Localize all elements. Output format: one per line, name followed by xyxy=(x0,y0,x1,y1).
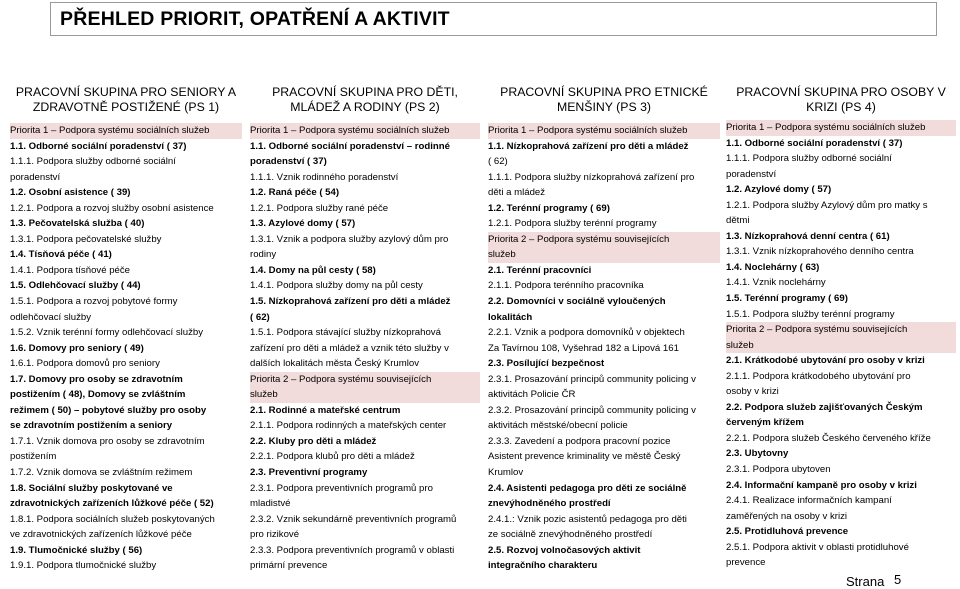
column-header-line: PRACOVNÍ SKUPINA PRO DĚTI, xyxy=(272,85,458,99)
activity-line: 1.2.1. Podpora a rozvoj služby osobní asistence xyxy=(10,202,214,214)
measure-line: se zdravotním postižením a seniory xyxy=(10,420,173,432)
column-body xyxy=(726,120,956,571)
measure-line: 1.5. Terénní programy ( 69) xyxy=(726,293,848,305)
activity-line: 1.5.2. Vznik terénní formy odlehčovací služby xyxy=(10,327,204,339)
priority-heading-line: služeb xyxy=(726,338,956,354)
column-ps1 xyxy=(10,80,242,572)
priority-heading-line: Priorita 2 – Podpora systému souvisejících xyxy=(726,322,956,338)
footer-page-label: Strana xyxy=(846,574,885,589)
column-header xyxy=(726,85,956,123)
measure-line: 2.3. Preventivní programy xyxy=(250,467,368,479)
measure-line: 1.2. Terénní programy ( 69) xyxy=(488,202,610,214)
measure-line: integračního charakteru xyxy=(488,560,598,572)
measure-line: 2.2. Podpora služeb zajišťovaných Českým xyxy=(726,401,923,413)
measure-line: 2.3. Ubytovny xyxy=(726,448,789,460)
measure-line: režimem ( 50) – pobytové služby pro osoby xyxy=(10,404,207,416)
measure-line: 2.4. Informační kampaně pro osoby v krizi xyxy=(726,479,917,491)
measure-line: 1.2. Osobní asistence ( 39) xyxy=(10,187,131,199)
activity-line: 2.2.1. Podpora klubů pro děti a mládež xyxy=(250,451,415,463)
activity-line: primární prevence xyxy=(250,560,328,572)
activity-line: 1.5.1. Podpora služby terénní programy xyxy=(726,308,895,320)
activity-line: 1.4.1. Podpora služby domy na půl cesty xyxy=(250,280,423,292)
measure-line: 1.2. Azylové domy ( 57) xyxy=(726,184,832,196)
activity-line: ( 62) xyxy=(488,156,508,168)
column-header-line: ZDRAVOTNĚ POSTIŽENÉ (PS 1) xyxy=(32,100,220,114)
measure-line: 1.3. Pečovatelská služba ( 40) xyxy=(10,218,145,230)
measure-line: 2.2. Kluby pro děti a mládež xyxy=(250,435,377,447)
activity-line: osoby v krizi xyxy=(726,386,779,398)
activity-line: 1.3.1. Podpora pečovatelské služby xyxy=(10,233,162,245)
activity-line: 2.4.1. Realizace informačních kampaní xyxy=(726,495,892,507)
column-ps2 xyxy=(250,80,480,572)
measure-line: 1.8. Sociální služby poskytované ve xyxy=(10,482,173,494)
activity-line: mladistvé xyxy=(250,498,291,510)
activity-line: Asistent prevence kriminality ve městě Český xyxy=(488,451,681,463)
activity-line: aktivitách Policie ČR xyxy=(488,389,576,401)
measure-line: zdravotnických zařízeních lůžkové péče ( 52) xyxy=(10,498,214,510)
activity-line: děti a mládež xyxy=(488,187,546,199)
measure-line: 2.5. Rozvoj volnočasových aktivit xyxy=(488,544,641,556)
activity-line: 1.5.1. Podpora stávající služby nízkoprahová xyxy=(250,327,441,339)
priority-heading-line: Priorita 2 – Podpora systému souvisejících xyxy=(250,372,480,388)
measure-line: postižením ( 48), Domovy se zvláštním xyxy=(10,389,186,401)
activity-line: pro rizikové xyxy=(250,529,300,541)
measure-line: 1.4. Tísňová péče ( 41) xyxy=(10,249,112,261)
column-ps3 xyxy=(488,80,720,572)
activity-line: 1.4.1. Vznik noclehárny xyxy=(726,277,826,289)
activity-line: 2.2.1. Vznik a podpora domovníků v objektech xyxy=(488,327,685,339)
measure-line: 1.2. Raná péče ( 54) xyxy=(250,187,340,199)
activity-line: 2.3.1. Podpora preventivních programů pro xyxy=(250,482,433,494)
column-ps4 xyxy=(726,80,956,569)
activity-line: 1.9.1. Podpora tlumočnické služby xyxy=(10,560,157,572)
activity-line: ve zdravotnických zařízeních lůžkové péče xyxy=(10,529,192,541)
activity-line: 1.7.1. Vznik domova pro osoby se zdravotním xyxy=(10,435,205,447)
column-header xyxy=(488,85,720,123)
activity-line: 1.2.1. Podpora služby rané péče xyxy=(250,202,389,214)
activity-line: 2.5.1. Podpora aktivit v oblasti protidluhové xyxy=(726,541,909,553)
footer-page-number: 5 xyxy=(894,572,902,587)
measure-line: 1.3. Azylové domy ( 57) xyxy=(250,218,356,230)
activity-line: Za Tavírnou 108, Vyšehrad 182 a Lipová 161 xyxy=(488,342,679,354)
measure-line: ( 62) xyxy=(250,311,270,323)
column-header-line: KRIZI (PS 4) xyxy=(806,100,876,114)
activity-line: poradenství xyxy=(10,171,61,183)
measure-line: 1.1. Nízkoprahová zařízení pro děti a mládež xyxy=(488,140,689,152)
column-header-line: PRACOVNÍ SKUPINA PRO OSOBY V xyxy=(736,85,946,99)
activity-line: aktivitách městské/obecní policie xyxy=(488,420,628,432)
priority-heading-line: Priorita 1 – Podpora systému sociálních služeb xyxy=(250,123,480,139)
measure-line: 2.2. Domovníci v sociálně vyloučených xyxy=(488,296,666,308)
activity-line: dalších lokalitách města Český Krumlov xyxy=(250,358,420,370)
activity-line: ze sociálně znevýhodněného prostředí xyxy=(488,529,653,541)
priority-heading-line: služeb xyxy=(488,247,720,263)
measure-line: lokalitách xyxy=(488,311,533,323)
page-title: PŘEHLED PRIORIT, OPATŘENÍ A AKTIVIT xyxy=(60,8,450,30)
activity-line: 1.6.1. Podpora domovů pro seniory xyxy=(10,358,160,370)
priority-heading-line: služeb xyxy=(250,387,480,403)
measure-line: 2.4. Asistenti pedagoga pro děti ze sociálně xyxy=(488,482,687,494)
column-body xyxy=(250,123,480,574)
activity-line: poradenství xyxy=(726,168,777,180)
activity-line: 2.3.2. Prosazování principů community policing v xyxy=(488,404,696,416)
measure-line: 1.3. Nízkoprahová denní centra ( 61) xyxy=(726,230,890,242)
activity-line: 2.3.1. Podpora ubytoven xyxy=(726,464,831,476)
activity-line: Krumlov xyxy=(488,467,524,479)
activity-line: 2.3.3. Podpora preventivních programů v oblasti xyxy=(250,544,455,556)
column-header-line: PRACOVNÍ SKUPINA PRO ETNICKÉ xyxy=(500,85,708,99)
measure-line: poradenství ( 37) xyxy=(250,156,327,168)
activity-line: 1.8.1. Podpora sociálních služeb poskytovaných xyxy=(10,513,215,525)
priority-heading-line: Priorita 1 – Podpora systému sociálních služeb xyxy=(488,123,720,139)
activity-line: 2.1.1. Podpora krátkodobého ubytování pro xyxy=(726,370,911,382)
page-title-box xyxy=(50,2,937,36)
measure-line: 1.1. Odborné sociální poradenství – rodinné xyxy=(250,140,450,152)
activity-line: 1.1.1. Vznik rodinného poradenství xyxy=(250,171,399,183)
activity-line: 2.3.2. Vznik sekundárně preventivních programů xyxy=(250,513,457,525)
activity-line: postižením xyxy=(10,451,57,463)
activity-line: 2.1.1. Podpora rodinných a mateřských center xyxy=(250,420,447,432)
column-header-line: PRACOVNÍ SKUPINA PRO SENIORY A xyxy=(15,85,237,99)
activity-line: zaměřených na osoby v krizi xyxy=(726,510,848,522)
column-header-line: MENŠINY (PS 3) xyxy=(556,100,652,114)
measure-line: červeným křížem xyxy=(726,417,804,429)
measure-line: 2.3. Posílující bezpečnost xyxy=(488,358,605,370)
measure-line: 1.6. Domovy pro seniory ( 49) xyxy=(10,342,144,354)
priority-heading-line: Priorita 1 – Podpora systému sociálních služeb xyxy=(10,123,242,139)
measure-line: 2.1. Terénní pracovníci xyxy=(488,264,592,276)
priority-heading-line: Priorita 2 – Podpora systému souvisejících xyxy=(488,232,720,248)
activity-line: odlehčovací služby xyxy=(10,311,92,323)
activity-line: 1.1.1. Podpora služby odborné sociální xyxy=(726,153,892,165)
activity-line: 2.3.1. Prosazování principů community policing v xyxy=(488,373,696,385)
activity-line: 1.1.1. Podpora služby nízkoprahová zařízení pro xyxy=(488,171,695,183)
column-header xyxy=(250,85,480,123)
activity-line: 1.2.1. Podpora služby Azylový dům pro matky s xyxy=(726,199,928,211)
measure-line: 1.9. Tlumočnické služby ( 56) xyxy=(10,544,143,556)
priority-heading-line: Priorita 1 – Podpora systému sociálních služeb xyxy=(726,120,956,136)
measure-line: 1.5. Nízkoprahová zařízení pro děti a mládež xyxy=(250,296,451,308)
activity-line: rodiny xyxy=(250,249,277,261)
activity-line: 1.2.1. Podpora služby terénní programy xyxy=(488,218,657,230)
activity-line: 1.1.1. Podpora služby odborné sociální xyxy=(10,156,176,168)
measure-line: 1.4. Noclehárny ( 63) xyxy=(726,261,820,273)
column-header xyxy=(10,85,242,123)
measure-line: znevýhodněného prostředí xyxy=(488,498,611,510)
activity-line: dětmi xyxy=(726,215,750,227)
column-body xyxy=(488,123,720,574)
measure-line: 2.1. Krátkodobé ubytování pro osoby v krizi xyxy=(726,355,925,367)
activity-line: 1.4.1. Podpora tísňové péče xyxy=(10,264,131,276)
activity-line: prevence xyxy=(726,557,766,569)
column-header-line: MLÁDEŽ A RODINY (PS 2) xyxy=(290,100,440,114)
activity-line: 2.2.1. Podpora služeb Českého červeného kříže xyxy=(726,432,931,444)
activity-line: 2.1.1. Podpora terénního pracovníka xyxy=(488,280,644,292)
column-body xyxy=(10,123,242,574)
measure-line: 1.1. Odborné sociální poradenství ( 37) xyxy=(10,140,187,152)
activity-line: 1.5.1. Podpora a rozvoj pobytové formy xyxy=(10,296,178,308)
measure-line: 1.1. Odborné sociální poradenství ( 37) xyxy=(726,137,903,149)
activity-line: 1.3.1. Vznik nízkoprahového denního centra xyxy=(726,246,914,258)
activity-line: 2.3.3. Zavedení a podpora pracovní pozice xyxy=(488,435,671,447)
activity-line: 1.3.1. Vznik a podpora služby azylový dům pro xyxy=(250,233,449,245)
activity-line: 2.4.1.: Vznik pozic asistentů pedagoga pro děti xyxy=(488,513,687,525)
measure-line: 1.5. Odlehčovací služby ( 44) xyxy=(10,280,141,292)
activity-line: zařízení pro děti a mládež a vznik této služby v xyxy=(250,342,449,354)
measure-line: 2.1. Rodinné a mateřské centrum xyxy=(250,404,401,416)
activity-line: 1.7.2. Vznik domova se zvláštním režimem xyxy=(10,467,193,479)
measure-line: 1.7. Domovy pro osoby se zdravotním xyxy=(10,373,183,385)
measure-line: 2.5. Protidluhová prevence xyxy=(726,526,849,538)
measure-line: 1.4. Domy na půl cesty ( 58) xyxy=(250,264,376,276)
